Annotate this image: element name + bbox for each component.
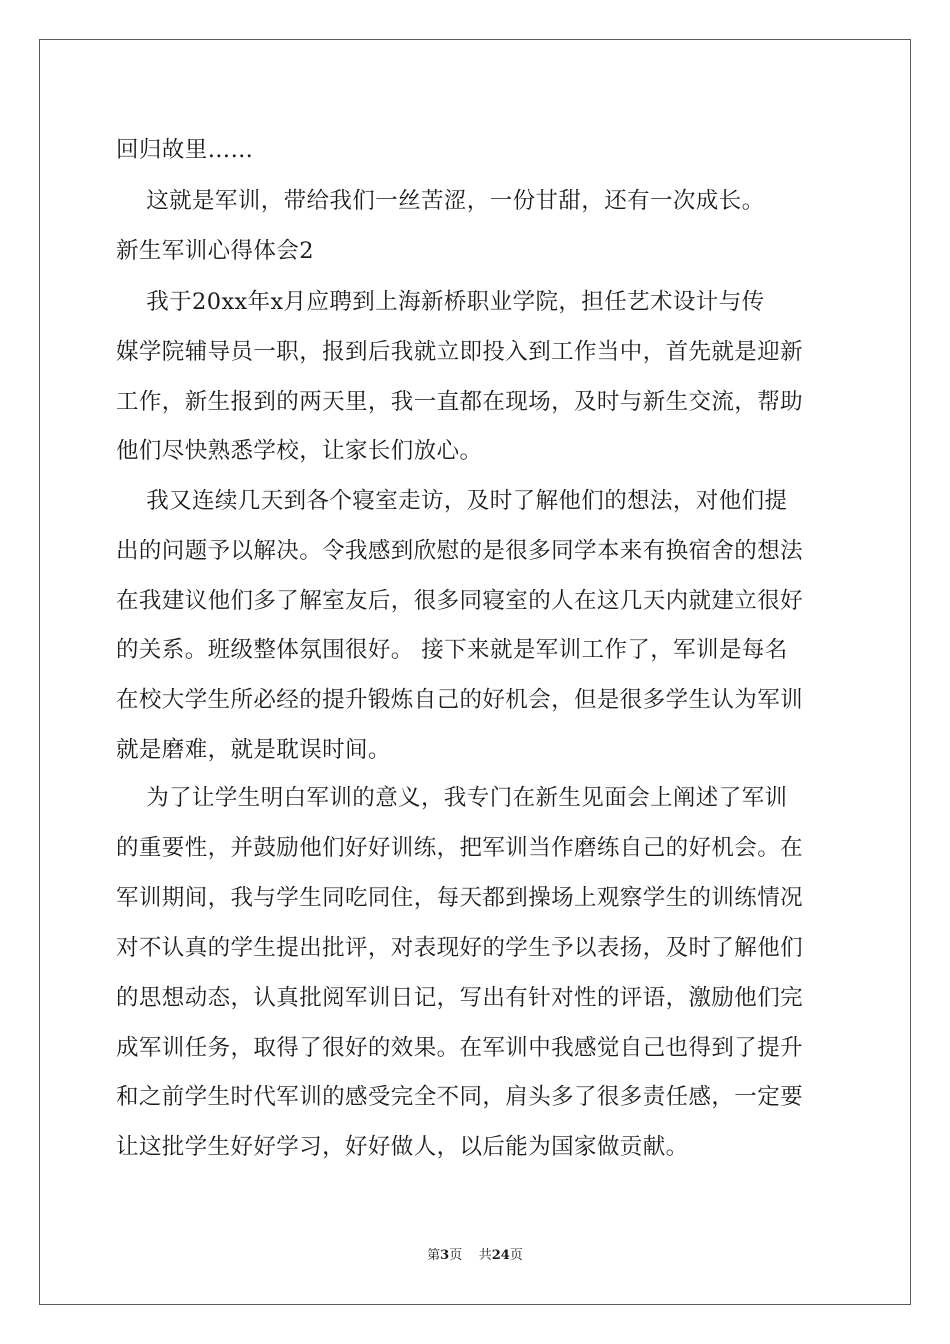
text-line: 回归故里…… xyxy=(116,137,254,163)
page-number: 3 xyxy=(440,1248,450,1263)
page-footer xyxy=(0,1247,950,1265)
text-line: 对不认真的学生提出批评，对表现好的学生予以表扬，及时了解他们 xyxy=(116,935,804,961)
total-suffix: 页 xyxy=(509,1248,523,1263)
text-line: 出的问题予以解决。令我感到欣慰的是很多同学本来有换宿舍的想法 xyxy=(116,538,804,564)
text-line: 在校大学生所必经的提升锻炼自己的好机会，但是很多学生认为军训 xyxy=(116,687,804,713)
text-line: 我又连续几天到各个寝室走访，及时了解他们的想法，对他们提 xyxy=(116,488,788,514)
text-line: 为了让学生明白军训的意义，我专门在新生见面会上阐述了军训 xyxy=(116,785,788,811)
text-line: 我于20xx年x月应聘到上海新桥职业学院，担任艺术设计与传 xyxy=(116,289,765,315)
section-heading: 新生军训心得体会2 xyxy=(116,238,314,264)
text-line: 他们尽快熟悉学校，让家长们放心。 xyxy=(116,438,483,464)
text-line: 的关系。班级整体氛围很好。 接下来就是军训工作了，军训是每名 xyxy=(116,637,788,663)
text-line: 的思想动态，认真批阅军训日记，写出有针对性的评语，激励他们完 xyxy=(116,985,804,1011)
text-line: 和之前学生时代军训的感受完全不同，肩头多了很多责任感，一定要 xyxy=(116,1084,804,1110)
text-line: 工作，新生报到的两天里，我一直都在现场，及时与新生交流，帮助 xyxy=(116,389,804,415)
text-line: 军训期间，我与学生同吃同住，每天都到操场上观察学生的训练情况 xyxy=(116,885,804,911)
total-pages: 24 xyxy=(491,1248,510,1263)
page-suffix: 页 xyxy=(449,1248,463,1263)
page-prefix: 第 xyxy=(427,1248,441,1263)
text-line: 就是磨难，就是耽误时间。 xyxy=(116,737,391,763)
text-line: 在我建议他们多了解室友后，很多同寝室的人在这几天内就建立很好 xyxy=(116,588,804,614)
page-border xyxy=(39,39,911,1305)
text-line: 让这批学生好好学习，好好做人，以后能为国家做贡献。 xyxy=(116,1134,689,1160)
text-line: 成军训任务，取得了很好的效果。在军训中我感觉自己也得到了提升 xyxy=(116,1035,804,1061)
text-line: 媒学院辅导员一职，报到后我就立即投入到工作当中，首先就是迎新 xyxy=(116,339,804,365)
total-prefix: 共 xyxy=(478,1248,492,1263)
text-line: 的重要性，并鼓励他们好好训练，把军训当作磨练自己的好机会。在 xyxy=(116,835,804,861)
text-line: 这就是军训，带给我们一丝苦涩，一份甘甜，还有一次成长。 xyxy=(116,188,765,214)
